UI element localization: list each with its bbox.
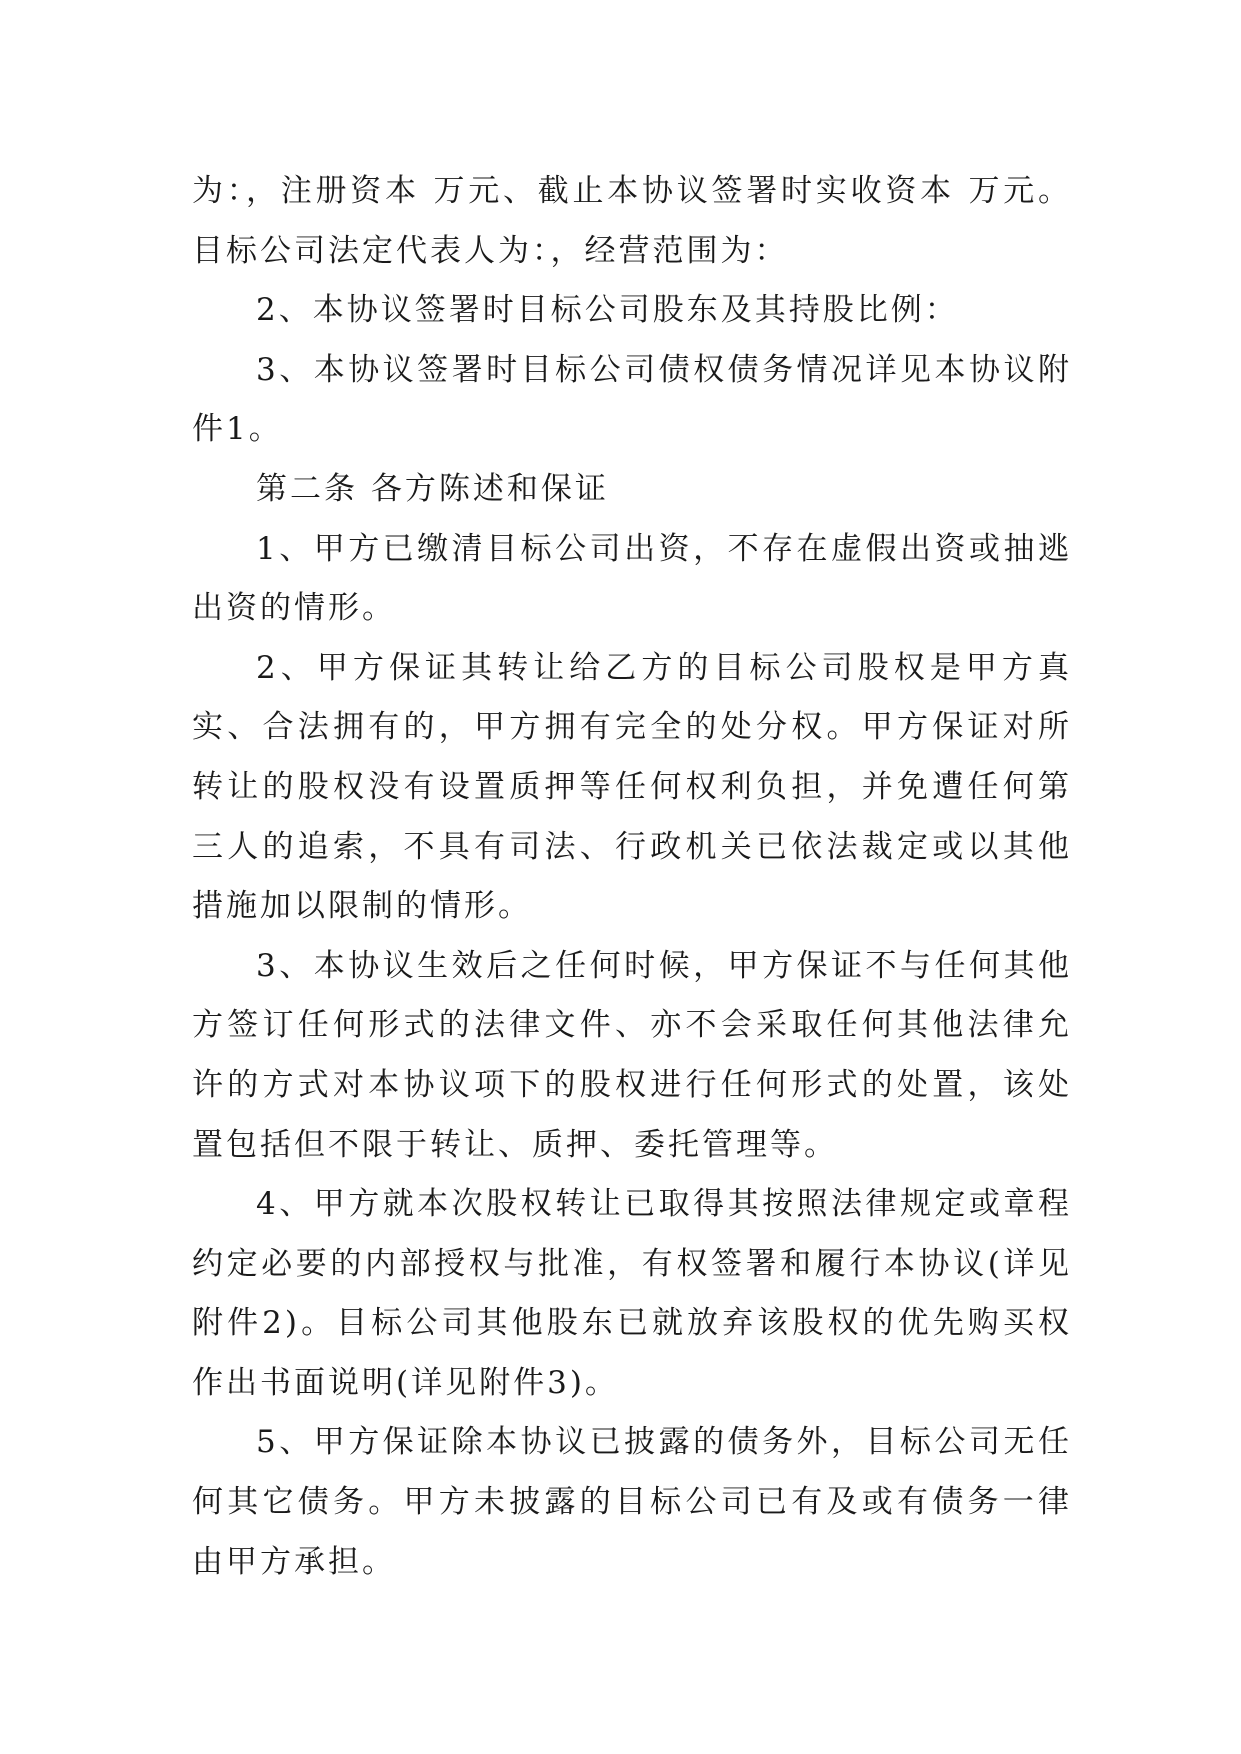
- paragraph-company-info: 为：，注册资本 万元、截止本协议签署时实收资本 万元。目标公司法定代表人为：，经营范围为：: [192, 173, 1072, 269]
- paragraph-clause-4: 4、甲方就本次股权转让已取得其按照法律规定或章程约定必要的内部授权与批准，有权签署和履行本协议(详见附件2)。目标公司其他股东已就放弃该股权的优先购买权作出书面说明(详见附件3)。: [192, 1186, 1072, 1401]
- section-heading-article-2: 第二条 各方陈述和保证: [256, 470, 609, 507]
- paragraph-clause-3: 3、本协议生效后之任何时候，甲方保证不与任何其他方签订任何形式的法律文件、亦不会采取任何其他法律允许的方式对本协议项下的股权进行任何形式的处置，该处置包括但不限于转让、质押、委托管理等。: [192, 947, 1072, 1163]
- paragraph-debts: 3、本协议签署时目标公司债权债务情况详见本协议附件1。: [192, 351, 1072, 448]
- document-body: [192, 162, 1072, 1592]
- paragraph-clause-5: 5、甲方保证除本协议已披露的债务外，目标公司无任何其它债务。甲方未披露的目标公司已有及或有债务一律由甲方承担。: [192, 1424, 1072, 1580]
- paragraph-clause-2: 2、甲方保证其转让给乙方的目标公司股权是甲方真实、合法拥有的，甲方拥有完全的处分权。甲方保证对所转让的股权没有设置质押等任何权利负担，并免遭任何第三人的追索，不具有司法、行政机关已依法裁定或以其他措施加以限制的情形。: [192, 649, 1072, 925]
- paragraph-clause-1: 1、甲方已缴清目标公司出资，不存在虚假出资或抽逃出资的情形。: [192, 530, 1072, 627]
- paragraph-shareholders: 2、本协议签署时目标公司股东及其持股比例：: [256, 292, 959, 329]
